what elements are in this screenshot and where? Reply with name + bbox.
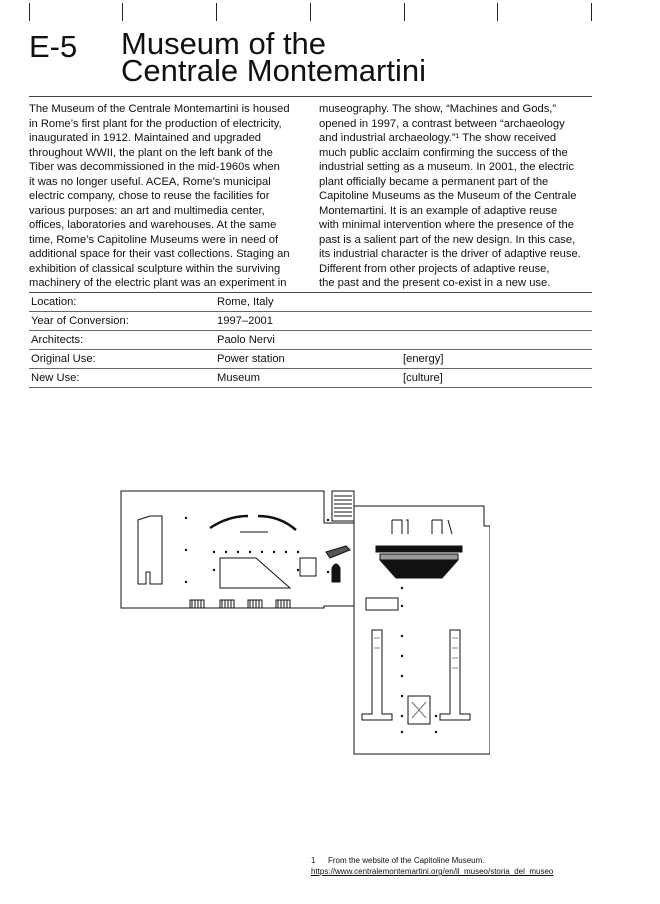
body-line: time, Rome’s Capitoline Museums were in need of (29, 233, 279, 246)
body-line: Tiber was decommissioned in the mid-1960s when (29, 161, 280, 173)
body-line: much public acclaim confirming the success of the (319, 146, 568, 159)
info-value: Paolo Nervi (217, 334, 275, 346)
body-line: Different from other projects of adaptive reuse, (319, 262, 550, 275)
body-line: electric company, chose to reuse the facilities for (29, 190, 270, 202)
info-row (29, 312, 592, 331)
footnote-text: From the website of the Capitoline Museum. (328, 856, 485, 865)
info-label: New Use: (31, 372, 80, 384)
info-tag: [energy] (403, 353, 444, 365)
floor-plan (118, 488, 490, 756)
info-value: 1997–2001 (217, 315, 273, 327)
body-line: and industrial archaeology.”¹ The show received (319, 132, 557, 144)
body-line: opened in 1997, a contrast between “archaeology (319, 117, 565, 130)
body-line: additional space for their vast collections. Staging an (29, 248, 290, 260)
body-line: it was no longer useful. ACEA, Rome’s municipal (29, 175, 271, 188)
plan-left-wing (121, 491, 354, 608)
body-line: machinery of the electric plant was an experiment in (29, 277, 287, 289)
column-tick (591, 3, 592, 21)
body-line: throughout WWII, the plant on the left bank of the (29, 146, 273, 159)
title-line: Centrale Montemartini (121, 53, 426, 88)
body-line: industrial setting as a museum. In 2001, the electric (319, 161, 574, 173)
body-line: various purposes: an art and multimedia center, (29, 204, 265, 217)
body-line: exhibition of classical sculpture within the surviving (29, 262, 281, 275)
info-label: Architects: (31, 334, 84, 346)
header-rule (29, 96, 592, 97)
body-line: in Rome’s first plant for the production of electricity, (29, 117, 282, 130)
body-column-right (319, 102, 594, 291)
column-tick (310, 3, 311, 21)
plan-pier-left (362, 630, 392, 720)
plan-sculpture-hall (138, 516, 162, 584)
info-value: Power station (217, 353, 285, 365)
footnote-link[interactable]: https://www.centralemontemartini.org/en/il_museo/storia_del_museo (311, 867, 554, 876)
body-line: museography. The show, “Machines and Gods,” (319, 103, 557, 115)
info-row (29, 331, 592, 350)
info-tag: [culture] (403, 372, 443, 384)
info-value: Rome, Italy (217, 296, 274, 308)
column-tick (497, 3, 498, 21)
title-line: Museum of the (121, 26, 327, 61)
body-line: Capitoline Museums as the Museum of the Centrale (319, 190, 577, 202)
info-row (29, 369, 592, 388)
plan-machine-room (220, 558, 290, 588)
info-row (29, 293, 592, 312)
plan-furniture (392, 520, 408, 534)
body-line: offices, laboratories and warehouses. At the same (29, 219, 277, 231)
body-line: inaugurated in 1912. Maintained and upgraded (29, 132, 262, 144)
info-label: Location: (31, 296, 77, 308)
body-line: with minimal intervention where the presence of the (319, 219, 574, 231)
info-row (29, 350, 592, 369)
body-line: past is a salient part of the new design. In this case, (319, 233, 576, 246)
plan-hatch (190, 600, 290, 608)
project-info-table (29, 293, 592, 388)
body-line: the past and the present co-exist in a new use. (319, 277, 551, 289)
entry-code: E-5 (29, 29, 78, 64)
column-tick (122, 3, 123, 21)
footnote-number: 1 (311, 856, 316, 865)
body-line: The Museum of the Centrale Montemartini is housed (29, 103, 290, 115)
page-title (121, 26, 591, 88)
info-label: Year of Conversion: (31, 315, 129, 327)
body-line: its industrial character is the driver of adaptive reuse. (319, 248, 581, 260)
body-line: plant officially became a permanent part of the (319, 175, 549, 188)
column-tick (404, 3, 405, 21)
body-column-left (29, 102, 304, 291)
plan-turbine (376, 546, 462, 552)
column-tick (216, 3, 217, 21)
plan-pier-right (440, 630, 470, 720)
info-value: Museum (217, 372, 260, 384)
info-label: Original Use: (31, 353, 96, 365)
column-tick (29, 3, 30, 21)
body-line: Montemartini. It is an example of adaptive reuse (319, 204, 558, 217)
